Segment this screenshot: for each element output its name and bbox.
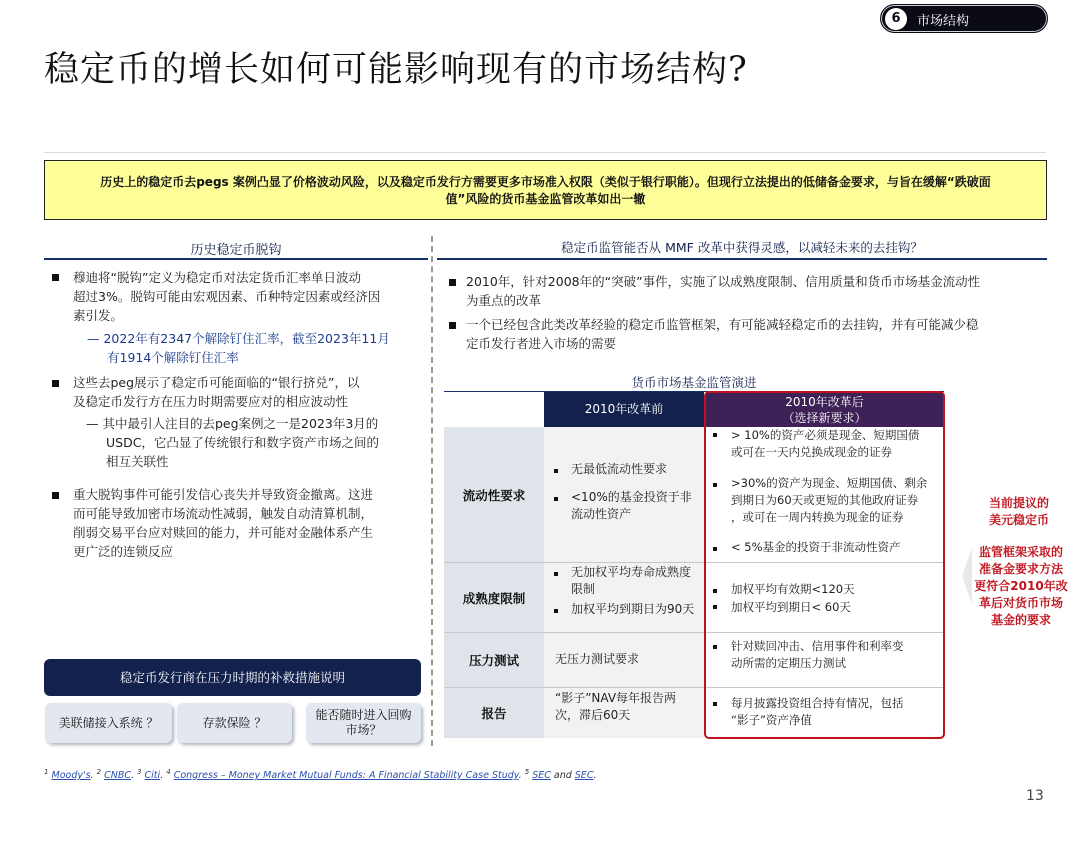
left-bullet-2: [73, 373, 423, 411]
title-divider: [44, 152, 1046, 153]
text-line: 美元稳定币: [988, 513, 1049, 527]
bullet-marker: [52, 274, 59, 281]
text-line: 监管框架采取的: [978, 545, 1063, 559]
footnote-marker: 3: [137, 768, 142, 776]
text-line: “影子”NAV每年报告两: [555, 691, 677, 705]
bullet-marker: [554, 572, 558, 576]
page-title: 稳定币的增长如何可能影响现有的市场结构?: [44, 50, 748, 90]
text-line: > 10%的资产必须是现金、短期国债: [731, 428, 920, 442]
left-heading: 历史稳定币脱钩: [190, 243, 282, 258]
footnote: $^1$ Moody's. $^2$ CNBC. $^3$ Citi. $^4$ Congress – Money Market Mutual Funds: A Financial Stability Case Study. $^5$ SEC and SEC.: [44, 768, 597, 782]
row-maturity-before: [544, 563, 704, 632]
source-link-cnbc[interactable]: CNBC: [104, 770, 131, 782]
text-line: 超过3%。脱钩可能由宏观因素、币种特定因素或经济因: [73, 289, 381, 304]
bullet-marker: [554, 609, 558, 613]
row-label-liquidity: 流动性要求: [444, 427, 544, 562]
section-number: 6: [885, 8, 907, 30]
bullet-marker: [554, 469, 558, 473]
text-line: 次，滞后60天: [555, 708, 631, 722]
text-line: 加权平均有效期<120天: [731, 582, 855, 596]
left-bullet-2-sub: [86, 414, 422, 471]
page-number: 13: [1026, 788, 1044, 804]
text-line: < 5%基金的投资于非流动性资产: [731, 540, 901, 554]
text-line: 流动性资产: [571, 507, 632, 521]
text-line: （选择新要求）: [782, 411, 867, 425]
cell-text: [555, 690, 676, 724]
text-line: 更符合2010年改: [974, 579, 1068, 593]
text-line: 重大脱钩事件可能引发信心丧失并导致资金撤离。这进: [73, 487, 374, 502]
text-line: 一个已经包含此类改革经验的稳定币监管框架，有可能减轻稳定币的去挂钩，并有可能减少稳: [466, 317, 979, 332]
text-line: 更广泛的连锁反应: [73, 544, 174, 559]
text-line: 相互关联性: [106, 454, 169, 469]
left-heading-rule: [44, 258, 428, 260]
text-line: <10%的基金投资于非: [571, 490, 692, 504]
right-heading-rule: [437, 258, 1047, 260]
text-line: 而可能导致加密市场流动性减弱，触发自动清算机制，: [73, 506, 374, 521]
left-bullet-1: [73, 268, 423, 325]
bullet-marker: [449, 322, 456, 329]
post-reform-highlight: [704, 391, 945, 739]
text-line: 革后对货币市场: [978, 596, 1063, 610]
cell-text: [555, 651, 639, 668]
deposit-insurance-button[interactable]: 存款保险 ？: [177, 703, 292, 743]
fed-access-button[interactable]: 美联储接入系统 ？: [45, 703, 172, 743]
cell-text: [571, 461, 667, 478]
row-label-stress: 压力测试: [444, 633, 544, 687]
left-bullet-1-sub: [87, 329, 423, 367]
text-line: 无压力测试要求: [555, 652, 640, 666]
text-line: 加权平均到期日< 60天: [731, 600, 851, 614]
source-link-moodys[interactable]: Moody's: [51, 770, 91, 782]
text-line: 或可在一天内兑换成现金的证券: [731, 445, 892, 459]
text-line: 针对赎回冲击、信用事件和利率变: [731, 639, 904, 653]
section-tag: [880, 4, 1048, 33]
text-line: 加权平均到期日为90天: [571, 602, 695, 616]
side-note-framework: [971, 544, 1071, 629]
text-line: 基金的要求: [990, 613, 1051, 627]
bullet-marker: [52, 380, 59, 387]
footnote-and: and: [550, 770, 575, 782]
cell-text: [571, 564, 691, 598]
source-link-congress[interactable]: Congress – Money Market Mutual Funds: A Financial Stability Case Study: [173, 770, 519, 782]
text-line: — 2022年有2347个解除钉住汇率，截至2023年11月: [87, 331, 390, 346]
text-line: 素引发。: [73, 308, 124, 323]
row-reporting-before: [544, 688, 704, 738]
row-stress-before: [544, 633, 704, 687]
table-title: 货币市场基金监管演进: [631, 375, 757, 390]
right-bullet-1: [466, 272, 1046, 310]
footnote-marker: 5: [524, 768, 530, 776]
text-line: 2010年，针对2008年的“突破”事件，实施了以成熟度限制、信用质量和货币市场基金流动性: [466, 274, 981, 289]
footnote-marker: 1: [44, 768, 49, 776]
text-line: 2010年改革后: [785, 395, 864, 409]
text-line: 穆迪将“脱钩”定义为稳定币对法定货币汇率单日波动: [73, 270, 361, 285]
text-line: 限制: [571, 582, 596, 596]
text-line: 及稳定币发行方在压力时期需要应对的相应波动性: [73, 394, 349, 409]
text-line: 为重点的改革: [466, 293, 542, 308]
source-link-sec-2[interactable]: SEC: [574, 770, 594, 782]
col-header-before: 2010年改革前: [544, 392, 704, 427]
row-label-maturity: 成熟度限制: [444, 563, 544, 632]
right-bullet-2: [466, 315, 1046, 353]
bullet-marker: [449, 279, 456, 286]
text-line: 无加权平均寿命成熟度: [571, 565, 692, 579]
text-line: 有1914个解除钉住汇率: [107, 350, 239, 365]
source-link-sec-1[interactable]: SEC: [532, 770, 551, 782]
footnote-marker: 2: [96, 768, 102, 776]
cell-text: [571, 489, 692, 523]
source-link-citi[interactable]: Citi: [144, 770, 161, 782]
column-divider: [431, 236, 433, 746]
text-line: 动所需的定期压力测试: [731, 656, 846, 670]
row-liquidity-before: [544, 427, 704, 562]
callout-box: 历史上的稳定币去pegs 案例凸显了价格波动风险，以及稳定币发行方需要更多市场准入权限（类似于银行职能）。但现行立法提出的低储备金要求，与旨在缓解“跌破面值”风险的货币基金监管改革如出一辙: [44, 160, 1047, 220]
cell-text: [571, 601, 694, 618]
remedy-title-bar: 稳定币发行商在压力时期的补救措施说明: [44, 659, 421, 696]
section-label: 市场结构: [917, 14, 970, 29]
text-line: 每月披露投资组合持有情况，包括: [731, 696, 904, 710]
right-heading: 稳定币监管能否从 MMF 改革中获得灵感，以减轻未来的去挂钩？: [561, 240, 923, 255]
side-note-proposed: [968, 495, 1070, 529]
footnote-marker: 4: [166, 768, 171, 776]
row-label-reporting: 报告: [444, 688, 544, 738]
text-line: ，或可在一周内转换为现金的证券: [731, 510, 904, 524]
text-line: 定币发行者进入市场的需要: [466, 336, 617, 351]
text-line: USDC，它凸显了传统银行和数字资产市场之间的: [106, 435, 379, 450]
text-line: — 其中最引人注目的去peg案例之一是2023年3月的: [86, 416, 379, 431]
text-line: “影子”资产净值: [731, 713, 812, 727]
bullet-marker: [52, 492, 59, 499]
text-line: 当前提议的: [988, 496, 1049, 510]
text-line: 无最低流动性要求: [571, 462, 668, 476]
left-bullet-3: [73, 485, 425, 561]
text-line: 到期日为60天或更短的其他政府证券: [731, 493, 919, 507]
text-line: 削弱交易平台应对赎回的能力，并可能对金融体系产生: [73, 525, 374, 540]
bullet-marker: [554, 497, 558, 501]
repo-access-button[interactable]: 能否随时进入回购市场？: [306, 703, 421, 743]
text-line: 这些去peg展示了稳定币可能面临的“银行挤兑”，以: [73, 375, 360, 390]
text-line: 准备金要求方法: [978, 562, 1063, 576]
text-line: >30%的资产为现金、短期国债、剩余: [731, 476, 928, 490]
